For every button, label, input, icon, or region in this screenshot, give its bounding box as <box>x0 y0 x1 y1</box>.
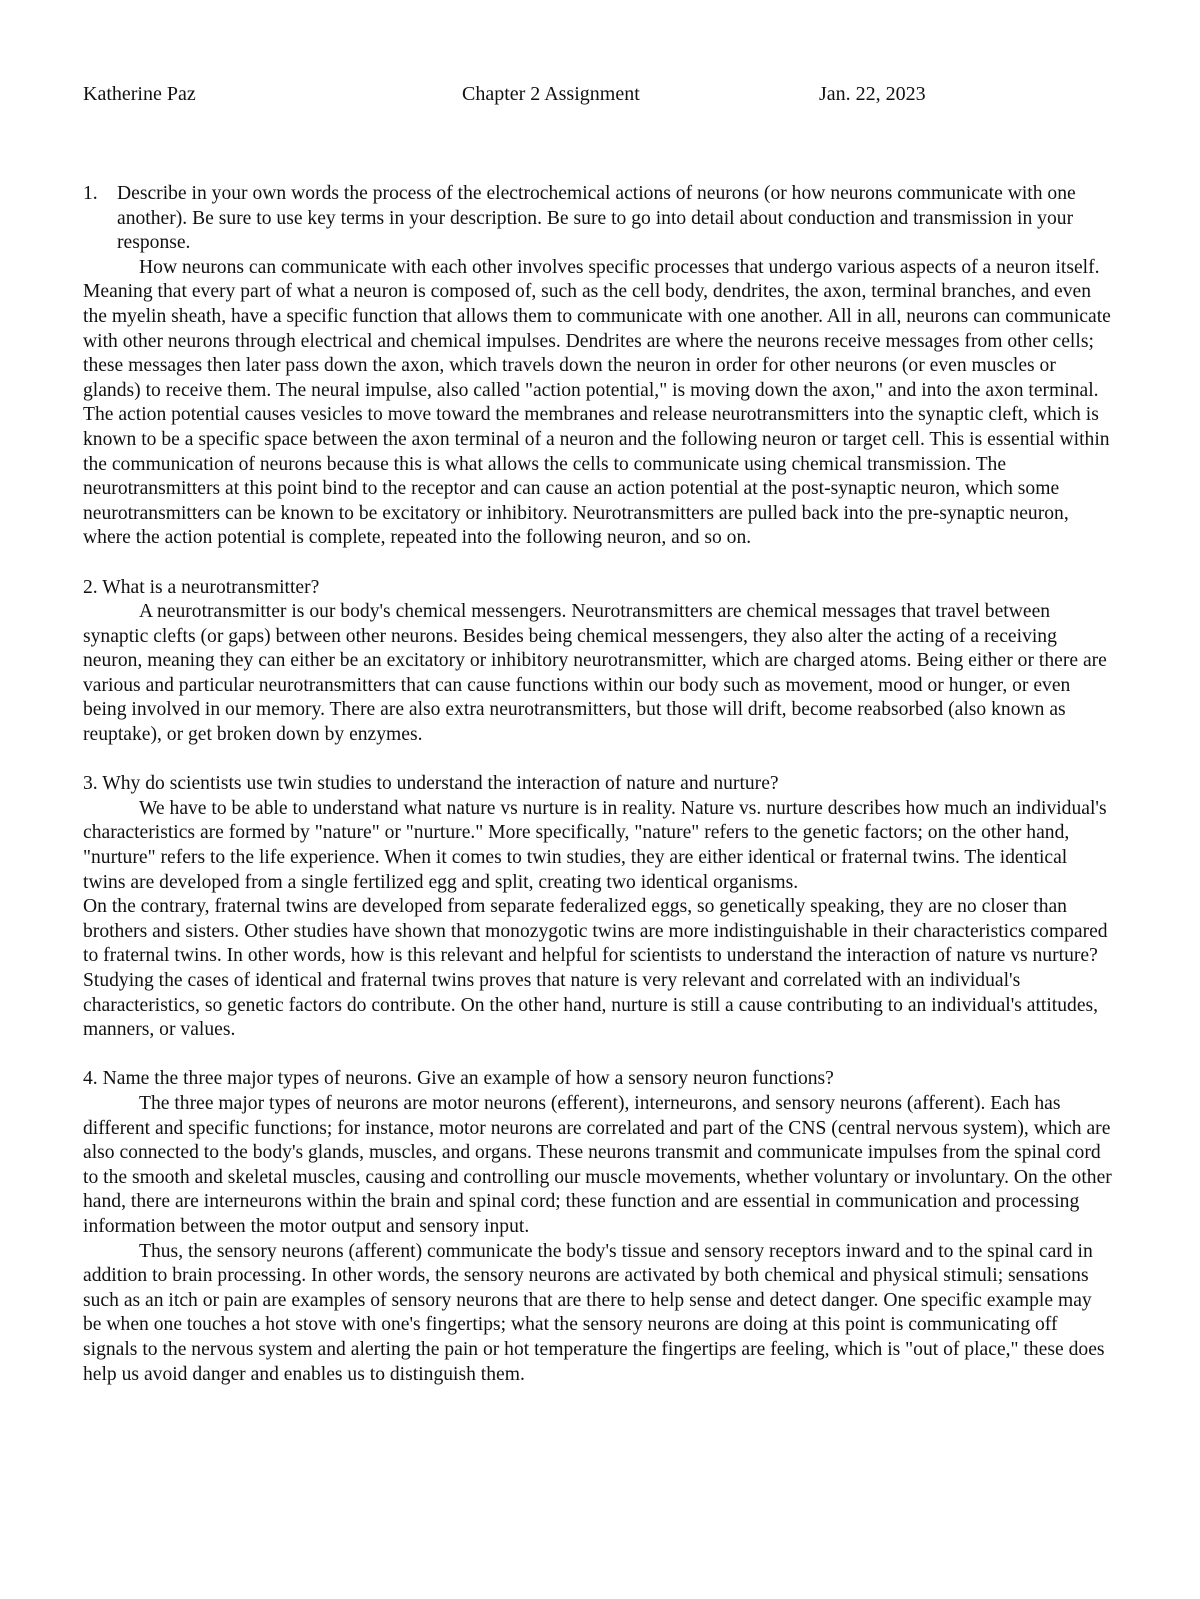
question-3-answer-part-2: On the contrary, fraternal twins are developed from separate federalized eggs, so genetically speaking, they are no closer than brothers and sisters. Other studies have shown that monozygotic twins are more indistinguishable in their characteristics compared to fraternal twins. In other words, how is this relevant and helpful for scientists to understand the interaction of nature vs nurture? Studying the cases of identical and fraternal twins proves that nature is very relevant and correlated with an individual's characteristics, so genetic factors do contribute. On the other hand, nurture is still a cause contributing to an individual's attitudes, manners, or values. <box>83 896 1108 1041</box>
assignment-date: Jan. 22, 2023 <box>819 83 926 105</box>
question-2-answer: A neurotransmitter is our body's chemical messengers. Neurotransmitters are chemical messages that travel between synaptic clefts (or gaps) between other neurons. Besides being chemical messengers, they also alter the acting of a receiving neuron, meaning they can either be an excitatory or inhibitory neurotransmitter, which are charged atoms. Being either or there are various and particular neurotransmitters that can cause functions within our body such as movement, mood or hunger, or even being involved in our memory. There are also extra neurotransmitters, but those will drift, become reabsorbed (also known as reuptake), or get broken down by enzymes. <box>83 601 1107 746</box>
document-page <box>83 82 1113 1387</box>
question-3-prompt: 3. Why do scientists use twin studies to understand the interaction of nature and nurture? <box>83 773 779 795</box>
assignment-title: Chapter 2 Assignment <box>462 83 640 105</box>
question-3-answer-part-1: We have to be able to understand what nature vs nurture is in reality. Nature vs. nurture describes how much an individual's characteristics are formed by "nature" or "nurture." More specifically, "nature" refers to the genetic factors; on the other hand, "nurture" refers to the life experience. When it comes to twin studies, they are either identical or fraternal twins. The identical twins are developed from a single fertilized egg and split, creating two identical organisms. <box>83 797 1107 893</box>
question-number: 1. <box>83 183 98 204</box>
document-header <box>83 82 1113 110</box>
author-name: Katherine Paz <box>83 83 196 105</box>
question-2-prompt: 2. What is a neurotransmitter? <box>83 576 320 598</box>
question-1-answer: How neurons can communicate with each other involves specific processes that undergo various aspects of a neuron itself. Meaning that every part of what a neuron is composed of, such as the cell body, dendrites, the axon, terminal branches, and even the myelin sheath, have a specific function that allows them to communicate with one another. All in all, neurons can communicate with other neurons through electrical and chemical impulses. Dendrites are where the neurons receive messages from other cells; these messages then later pass down the axon, which travels down the neuron in order for other neurons (or even muscles or glands) to receive them. The neural impulse, also called "action potential," is moving down the axon," and into the axon terminal. The action potential causes vesicles to move toward the membranes and release neurotransmitters into the synaptic cleft, which is known to be a specific space between the axon terminal of a neuron and the following neuron or target cell. This is essential within the communication of neurons because this is what allows the cells to communicate using chemical transmission. The neurotransmitters at this point bind to the receptor and can cause an action potential at the post-synaptic neuron, which some neurotransmitters can be known to be excitatory or inhibitory. Neurotransmitters are pulled back into the pre-synaptic neuron, where the action potential is complete, repeated into the following neuron, and so on. <box>83 256 1111 549</box>
question-text: Describe in your own words the process of the electrochemical actions of neurons (or how neurons communicate with one another). Be sure to use key terms in your description. Be sure to go into detail about conduction and transmission in your response. <box>117 183 1076 254</box>
question-1-prompt <box>83 182 1113 256</box>
question-4-answer-part-1: The three major types of neurons are motor neurons (efferent), interneurons, and sensory neurons (afferent). Each has different and specific functions; for instance, motor neurons are correlated and part of the CNS (central nervous system), which are also connected to the body's glands, muscles, and organs. These neurons transmit and communicate impulses from the spinal cord to the smooth and skeletal muscles, causing and controlling our muscle movements, whether voluntary or involuntary. On the other hand, there are interneurons within the brain and spinal cord; these function and are essential in communication and processing information between the motor output and sensory input. <box>83 1092 1112 1237</box>
question-4-answer-part-2: Thus, the sensory neurons (afferent) communicate the body's tissue and sensory receptors inward and to the spinal card in addition to brain processing. In other words, the sensory neurons are activated by both chemical and physical stimuli; sensations such as an itch or pain are examples of sensory neurons that are there to help sense and detect danger. One specific example may be when one touches a hot stove with one's fingertips; what the sensory neurons are doing at this point is communicating off signals to the nervous system and alerting the pain or hot temperature the fingertips are feeling, which is "out of place," these does help us avoid danger and enables us to distinguish them. <box>83 1240 1105 1385</box>
question-4-prompt: 4. Name the three major types of neurons. Give an example of how a sensory neuron functions? <box>83 1068 834 1090</box>
document-body <box>83 182 1113 1387</box>
